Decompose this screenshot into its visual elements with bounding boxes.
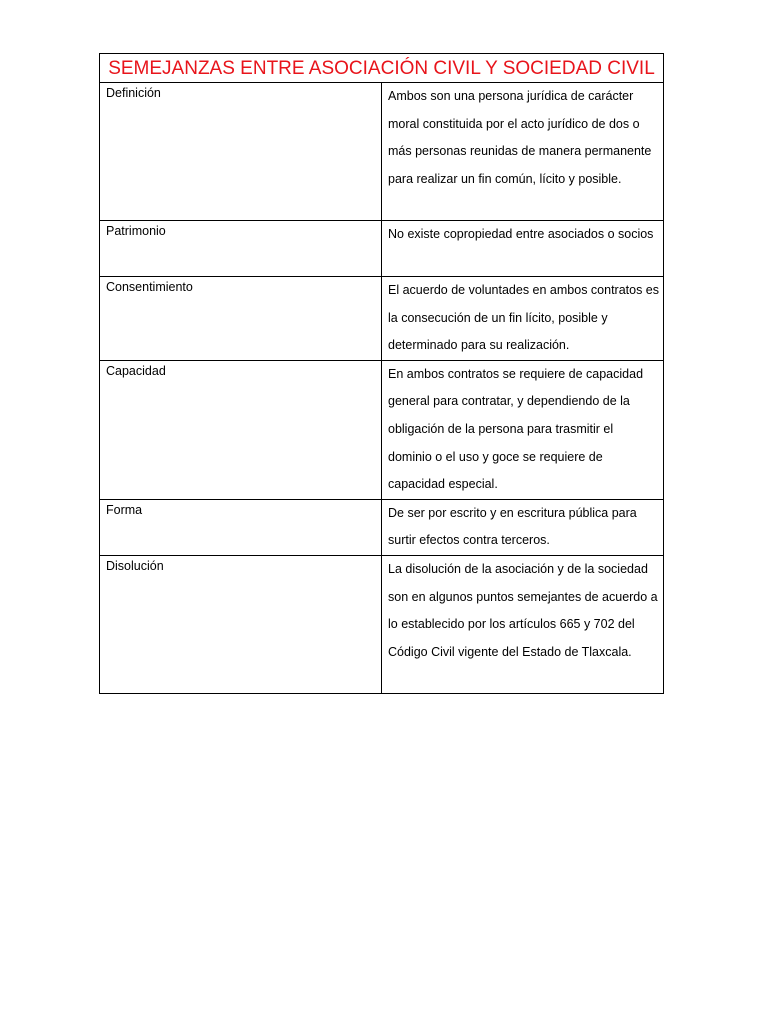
- table-row: [100, 499, 664, 555]
- table-row: [100, 83, 664, 221]
- table-row: [100, 360, 664, 499]
- row-label-patrimonio: Patrimonio: [100, 221, 382, 277]
- row-value-disolucion: La disolución de la asociación y de la sociedad son en algunos puntos semejantes de acuerdo a lo establecido por los artículos 665 y 702 del Código Civil vigente del Estado de Tlaxcala.: [382, 555, 664, 693]
- row-value-capacidad: En ambos contratos se requiere de capacidad general para contratar, y dependiendo de la obligación de la persona para trasmitir el dominio o el uso y goce se requiere de capacidad especial.: [382, 360, 664, 499]
- similarities-table: [99, 53, 664, 694]
- table-row: [100, 277, 664, 361]
- row-label-consentimiento: Consentimiento: [100, 277, 382, 361]
- table-title: SEMEJANZAS ENTRE ASOCIACIÓN CIVIL Y SOCIEDAD CIVIL: [100, 54, 664, 83]
- row-value-forma: De ser por escrito y en escritura pública para surtir efectos contra terceros.: [382, 499, 664, 555]
- row-label-forma: Forma: [100, 499, 382, 555]
- row-label-definicion: Definición: [100, 83, 382, 221]
- row-label-disolucion: Disolución: [100, 555, 382, 693]
- row-value-consentimiento: El acuerdo de voluntades en ambos contratos es la consecución de un fin lícito, posible y determinado para su realización.: [382, 277, 664, 361]
- row-label-capacidad: Capacidad: [100, 360, 382, 499]
- row-value-patrimonio: No existe copropiedad entre asociados o socios: [382, 221, 664, 277]
- table-title-row: [100, 54, 664, 83]
- table-row: [100, 555, 664, 693]
- row-value-definicion: Ambos son una persona jurídica de carácter moral constituida por el acto jurídico de dos o más personas reunidas de manera permanente para realizar un fin común, lícito y posible.: [382, 83, 664, 221]
- table-row: [100, 221, 664, 277]
